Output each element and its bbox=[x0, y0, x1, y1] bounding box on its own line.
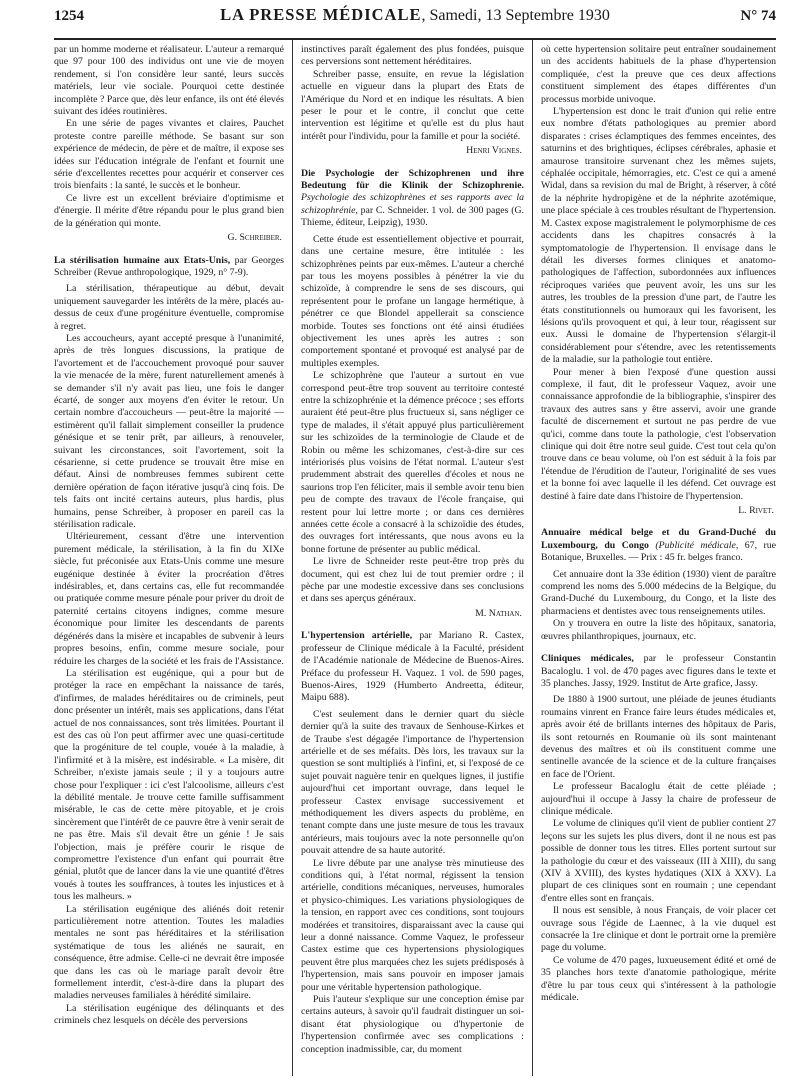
review-byline: par C. Schneider. 1 vol. de 300 pages (G. Thieme, éditeur, Leipzig), 1930. bbox=[301, 204, 524, 229]
column-2 bbox=[292, 40, 532, 1076]
masthead bbox=[54, 5, 776, 25]
paragraph: Ce livre est un excellent bréviaire d'optimisme et d'énergie. Il mérite d'être répandu pour le plus grand bien de la génération qui monte. bbox=[54, 192, 284, 229]
paragraph: où cette hypertension solitaire peut entraîner soudainement un des accidents habituels de la phase d'hypertension compliquée, c'est la preuve que ces deux affections constituent simplement des étapes différentes d'un processus morbide univoque. bbox=[541, 44, 776, 105]
paragraph: La stérilisation eugénique des délinquants et des criminels chez lesquels on décèle des perversions bbox=[54, 1002, 284, 1027]
review-byline: par le professeur Constantin Bacaloglu. 1 vol. de 470 pages avec figures dans le texte et 35 planches. Jassy, 1929. Institut de Arte grafice, Jassy. bbox=[541, 653, 776, 689]
column-1 bbox=[54, 40, 292, 1076]
review-signature: L. Rivet. bbox=[738, 505, 774, 517]
review-heading bbox=[301, 168, 524, 230]
review-heading bbox=[541, 527, 776, 564]
paragraph: Le livre de Schneider reste peut-être trop près du document, qui est chez lui de tout premier ordre ; il pèche par une modestie excessive dans ses conclusions et dans ses aperçus généraux. bbox=[301, 556, 524, 605]
paragraph: La stérilisation eugénique des aliénés doit retenir particulièrement notre attention. Toutes les maladies mentales ne sont pas héréditaires et la stérilisation systématique de tous les aliénés ne saurait, en conséquence, être admise. Celle-ci ne devrait être imposée que dans les cas où le mariage paraît devoir être formellement interdit, c'est-à-dire dans la plupart des maladies nerveuses familiales à hérédité similaire. bbox=[54, 903, 284, 1002]
review-signature: M. Nathan. bbox=[475, 607, 522, 619]
paragraph: On y trouvera en outre la liste des hôpitaux, sanatoria, œuvres philanthropiques, journaux, etc. bbox=[541, 618, 776, 642]
journal-title: LA PRESSE MÉDICALE bbox=[220, 5, 422, 24]
review-signature: Henri Vignes. bbox=[466, 145, 522, 157]
issue-number: N° 74 bbox=[740, 8, 776, 24]
paragraph: L'hypertension est donc le trait d'union qui relie entre eux nombre d'états pathologiques au premier abord disparates : crises éclamptiques des femmes enceintes, des saturnins et des brightiques, éclipses cérébrales, aphasie et amaurose transitoire survenant chez les mêmes sujets, céphalée occipitale, hémorragies, etc. C'est ce qui a amené Widal, dans sa revision du mal de Bright, à réserver, à côté de la néphrite hydropigène et de la néphrite azotémique, une place spéciale à ces troubles résultant de l'hypertension. M. Castex expose magistralement le polymorphisme de ces accidents dans les chapitres consacrés à la symptomatologie de l'hypertension. Il envisage dans le détail les diverses formes cliniques et anatomo-pathologiques de l'affection, subordonnées aux influences réciproques variées que peuvent avoir, les uns sur les autres, les troubles de la pression d'une part, de l'autre les états constitutionnels ou humoraux qui les favorisent, les lésions qu'ils provoquent et qui, à leur tour, réagissent sur eux. Aussi le domaine de l'hypertension s'élargit-il considérablement pour s'étendre, avec les retentissements de la maladie, sur la pathologie tout entière. bbox=[541, 106, 776, 366]
review-byline: par Mariano R. Castex, professeur de Clinique médicale à la Faculté, président de l'Académie nationale de Médecine de Buenos-Aires. Préface du professeur H. Vaquez. 1 vol. de 590 pages, Buenos-Aires, 1929 (Humberto Andreetta, éditeur, Maipu 688). bbox=[301, 630, 525, 704]
paragraph: La stérilisation est eugénique, qui a pour but de protéger la race en empêchant la naissance de tarés, d'infirmes, de malades héréditaires ou de criminels, peut donc présenter un intérêt, mais ses applications, dans l'état actuel de nos connaissances, sont très limitées. Pourtant il est des cas où l'on peut affirmer avec une quasi-certitude que la progéniture de tel couple, vouée à la maladie, à l'infirmité et à la misère, est indésirable. « La misère, dit Schreiber, n'existe jamais seule ; il y a toujours autre chose pour l'expliquer : ici c'est l'alcoolisme, ailleurs c'est la débilité mentale. Je trouve cette famille suffisamment misérable, le cas de cette mère pitoyable, et je crois sincèrement que l'intérêt de ce pauvre être à venir serait de ne pas être. Mais s'il devait être un génie ! Je sais l'objection, mais je préfère courir le risque de compromettre l'existence d'un enfant qui pourrait être génial, plutôt que de lancer dans la vie une quantité d'êtres voués à toutes les souffrances, à toutes les injustices et à tous les malheurs. » bbox=[54, 667, 284, 903]
page-header bbox=[54, 0, 776, 40]
paragraph: Cette étude est essentiellement objective et pourrait, dans une certaine mesure, être intitulée : les schizophrènes peints par eux-mêmes. L'auteur a cherché par tous les moyens possibles à pénétrer la vie du schizoïde, à comprendre le sens de ses discours, qui représentent pour le profane un langage hermétique, à pénétrer ce que Blondel appellerait sa conscience morbide. Toutes ses fonctions ont été ainsi étudiées objectivement les unes après les autres : son comportement spontané et provoqué est analysé par de multiples exemples. bbox=[301, 233, 524, 369]
review-title: L'hypertension artérielle, bbox=[301, 630, 413, 642]
review-subtitle: Psychologie des schizophrènes et ses rapports avec la schizophrénie, bbox=[301, 192, 524, 216]
paragraph: Ultérieurement, cessant d'être une intervention purement médicale, la stérilisation, à la fin du XIXe siècle, fut préconisée aux Etats-Unis comme une mesure eugénique destinée à éviter la procréation d'êtres indésirables, et, dans certains cas, elle fut recommandée ou pratiquée comme mesure pénale pour priver du droit de paternité certains citoyens indignes, comme mesure économique pour limiter les descendants de parents dégénérés dans la misère et incapables de subvenir à leurs propres besoins, enfin, comme mesure sociale, pour réduire les charges de la société et les frais de l'Assistance. bbox=[54, 531, 284, 667]
review-title: Annuaire médical belge et du Grand-Duché du Luxembourg, du Congo bbox=[541, 527, 776, 551]
column-3 bbox=[532, 40, 776, 1076]
paragraph: Cet annuaire dont la 33e édition (1930) vient de paraître comprend les noms des 5.000 médecins de la Belgique, du Grand-Duché du Luxembourg, du Congo, et la liste des pharmaciens et dentistes avec tous renseignements utiles. bbox=[541, 568, 776, 617]
paragraph: Ce volume de 470 pages, luxueusement édité et orné de 35 planches hors texte d'anatomie pathologique, mérite d'être lu par tous ceux qui s'intéressent à la pathologie médicale. bbox=[541, 954, 776, 1004]
review-title: Cliniques médicales, bbox=[541, 653, 634, 665]
paragraph: Schreiber passe, ensuite, en revue la législation actuelle en vigueur dans la plupart des Etats de l'Amérique du Nord et en indique les résultats. A bien peser le pour et le contre, il conclut que cette intervention est légitime et qu'elle est du plus haut intérêt pour l'individu, pour la famille et pour la société. bbox=[301, 68, 524, 142]
paragraph: Pour mener à bien l'exposé d'une question aussi complexe, il faut, dit le professeur Vaquez, avoir une connaissance approfondie de la bibliographie, s'inspirer des travaux des autres sans y être asservi, avoir une grande faculté de discernement et surtout ne pas perdre de vue qu'ici, comme dans toute la pathologie, c'est l'observation clinique qui doit être notre seul guide. C'est tout cela qu'on trouve dans ce beau volume, où l'on est séduit à la fois par l'étendue de l'érudition de l'auteur, l'originalité de ses vues et la bonne foi avec laquelle il les défend. Cet ouvrage est destiné à faire date dans l'histoire de l'hypertension. bbox=[541, 366, 776, 502]
review-signature: G. Schreiber. bbox=[227, 232, 282, 244]
review-byline: 67, rue Botanique, Bruxelles. — Prix : 45 fr. belges franco. bbox=[541, 539, 776, 564]
review-heading bbox=[54, 255, 284, 280]
paragraph: Puis l'auteur s'explique sur une conception émise par certains auteurs, à savoir qu'il faudrait distinguer un soi-disant état physiologique ou d'hypertonie de l'hypertension confirmée avec ses complications : conception inadmissible, car, du moment bbox=[301, 994, 524, 1055]
page-number: 1254 bbox=[54, 8, 84, 24]
review-byline: par Georges Schreiber (Revue anthropologique, 1929, n° 7-9). bbox=[54, 254, 284, 278]
paragraph: Le professeur Bacaloglu était de cette pléiade ; aujourd'hui il occupe à Jassy la chaire de professeur de clinique médicale. bbox=[541, 781, 776, 817]
columns bbox=[54, 40, 776, 1076]
paragraph: instinctives paraît également des plus fondées, puisque ces perversions sont nettement héréditaires. bbox=[301, 44, 524, 68]
paragraph: Les accoucheurs, ayant accepté presque à l'unanimité, après de très longues discussions, la pratique de l'avortement et de l'accouchement provoqué pour sauver la vie menacée de la mère, furent naturellement amenés à se demander s'il n'y avait pas lieu, une fois le danger écarté, de songer aux moyens d'en éviter le retour. Un certain nombre d'accoucheurs — peut-être la majorité — estimèrent qu'il fallait simplement conseiller la prudence génésique et se tenir prêt, par ailleurs, à renouveler, suivant les circonstances, soit l'avortement, soit la césarienne, si cette prudence se trouvait être mise en défaut. Ainsi de nombreuses femmes subirent cette dernière opération de façon itérative jusqu'à cinq fois. De tels faits ont incité certains auteurs, plus hardis, plus humains, pense Schreiber, à proposer en pareil cas la stérilisation radicale. bbox=[54, 332, 284, 531]
paragraph: Il nous est sensible, à nous Français, de voir placer cet ouvrage sous l'égide de Laennec, à la vie duquel est consacrée la 1re clinique et dont le portrait orne la première page du volume. bbox=[541, 905, 776, 954]
paragraph: C'est seulement dans le dernier quart du siècle dernier qu'à la suite des travaux de Senhouse-Kirkes et de Traube s'est dégagée l'importance de l'hypertension artérielle et de ses méfaits. Dès lors, les travaux sur la question se sont multipliés à l'infini, et, si l'exposé de ce sujet pouvait naguère tenir en quelques lignes, il justifie aujourd'hui cet important ouvrage, dans lequel le professeur Castex envisage successivement et méthodiquement les divers aspects du problème, en tenant compte dans une juste mesure de tous les travaux antérieurs, mais toujours avec la note personnelle qu'on pouvait attendre de sa haute autorité. bbox=[301, 708, 524, 857]
issue-date: , Samedi, 13 Septembre 1930 bbox=[421, 7, 610, 24]
paragraph: En une série de pages vivantes et claires, Pauchet proteste contre pareille méthode. Se basant sur son expérience de médecin, de père et de maître, il expose ses idées sur l'éducation intégrale de l'enfant et fournit une série d'excellentes recettes pour acquérir et conserver ces trois bienfaits : la santé, le succès et le bonheur. bbox=[54, 118, 284, 192]
review-title: Die Psychologie der Schizophrenen und ihre Bedeutung für die Klinik der Schizophrenie. bbox=[301, 167, 524, 192]
review-publisher: (Publicité médicale, bbox=[648, 539, 739, 551]
review-title: La stérilisation humaine aux Etats-Unis, bbox=[54, 254, 231, 266]
paragraph: De 1880 à 1900 surtout, une pléiade de jeunes étudiants roumains vinrent en France faire leurs études médicales et, après avoir été de brillants internes des hôpitaux de Paris, ils sont retournés en Roumanie où ils sont maintenant devenus des maîtres et où ils constituent comme une sentinelle avancée de la science et de la culture françaises en face de l'Orient. bbox=[541, 694, 776, 780]
paragraph: La stérilisation, thérapeutique au début, devait uniquement sauvegarder les intérêts de la mère, placés au-dessus de ceux d'une progéniture éventuelle, compromise à regret. bbox=[54, 283, 284, 332]
paragraph: Le schizophrène que l'auteur a surtout en vue correspond peut-être trop souvent au territoire contesté entre la schizophrénie et la démence précoce ; ses efforts auraient été peut-être plus fructueux si, sans négliger ce type de malades, il s'était appuyé plus particulièrement sur les schizoïdes de la terminologie de Claude et de Robin ou même les schizomanes, c'est-à-dire sur ces intériorisés plus voisins de l'état normal. L'auteur s'est prudemment abstrait des querelles d'écoles et nous ne saurions trop l'en féliciter, mais il semble avoir tenu bien peu de compte des travaux de l'école française, qui restent pour lui lettre morte ; or dans ces dernières années cette école a consacré à la schizoïdie des études, des ouvrages fort intéressants, que nous avons eu la bonne fortune de présenter au public médical. bbox=[301, 370, 524, 555]
paragraph: par un homme moderne et réalisateur. L'auteur a remarqué que 97 pour 100 des individus ont une vie de moyen rendement, si l'on considère leur santé, leurs succès matériels, leur vie sociale. Pourquoi cette destinée incomplète ? Parce que, dès leur enfance, ils ont été élevés suivant des idées routinières. bbox=[54, 44, 284, 118]
paragraph: Le livre débute par une analyse très minutieuse des conditions qui, à l'état normal, régissent la tension artérielle, conditions mécaniques, nerveuses, humorales et physico-chimiques. Les variations physiologiques de la tension, en rapport avec ces conditions, sont toujours modérées et transitoires, disparaissant avec la cause qui leur a donné naissance. Comme Vaquez, le professeur Castex estime que ces hypertensions physiologiques peuvent être plus marquées chez les sujets prédisposés à l'hypertension, mais sans pouvoir en imposer jamais pour une véritable hypertension pathologique. bbox=[301, 857, 524, 993]
paragraph: Le volume de cliniques qu'il vient de publier contient 27 leçons sur les sujets les plus divers, dont il ne nous est pas possible de donner tous les titres. Elles portent surtout sur la pathologie du cœur et des vaisseaux (III à XIII), du sang (XIV à XVIII), des kystes hydatiques (XIX à XXV). La plupart de ces cliniques sont en roumain ; une cependant d'entre elles sont en français. bbox=[541, 818, 776, 904]
review-heading bbox=[301, 630, 524, 704]
review-heading bbox=[541, 653, 776, 690]
